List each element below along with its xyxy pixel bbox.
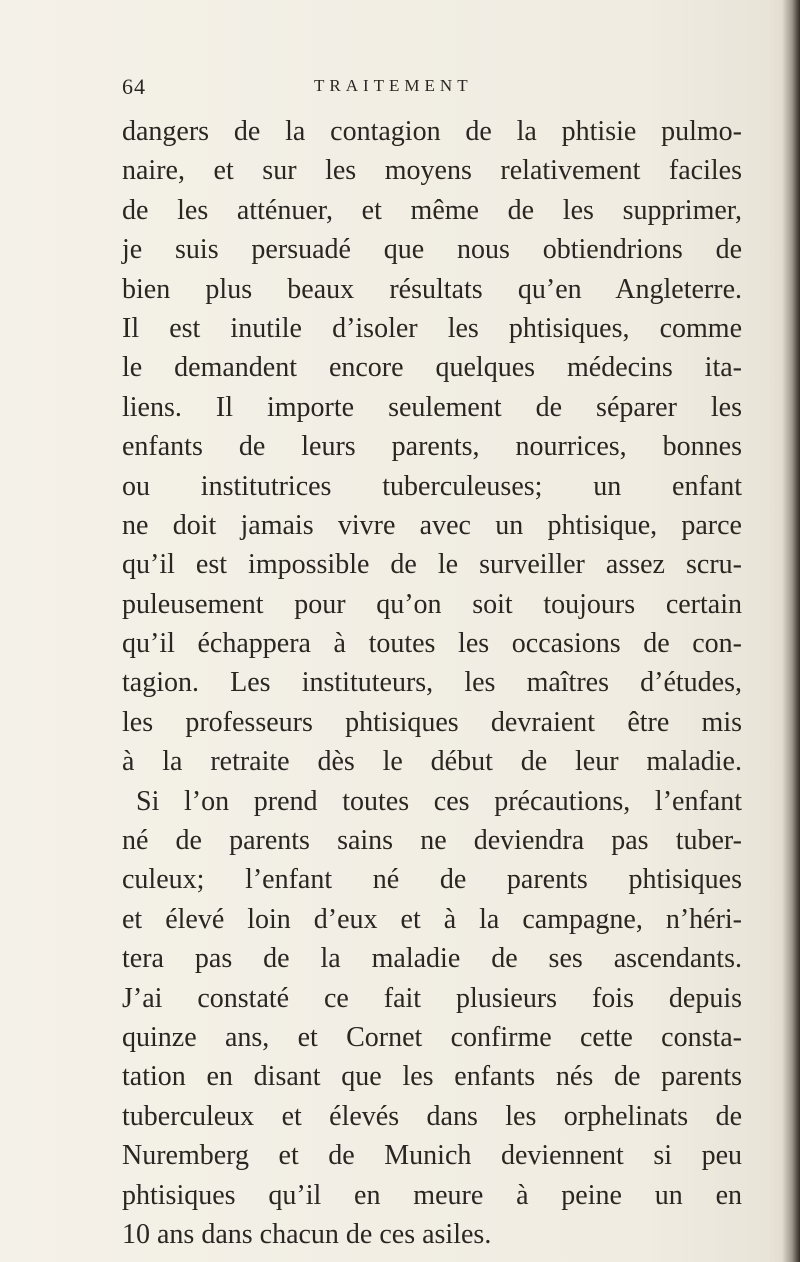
text-line: et élevé loin d’eux et à la campagne, n’héri- (122, 903, 742, 935)
text-line: les professeurs phtisiques devraient être mis (122, 706, 742, 738)
text-line: phtisiques qu’il en meure à peine un en (122, 1179, 742, 1211)
page-number: 64 (122, 74, 146, 99)
text-line: dangers de la contagion de la phtisie pulmo- (122, 116, 742, 147)
text-line: puleusement pour qu’on soit toujours certain (122, 588, 742, 620)
running-head: TRAITEMENT (314, 76, 473, 95)
text-line: quinze ans, et Cornet confirme cette consta- (122, 1021, 742, 1053)
text-line: bien plus beaux résultats qu’en Angleterre. (122, 273, 742, 305)
text-line: je suis persuadé que nous obtiendrions de (122, 234, 742, 266)
text-line: ou institutrices tuberculeuses; un enfant (122, 470, 742, 502)
text-line: enfants de leurs parents, nourrices, bonnes (122, 431, 742, 463)
text-line: à la retraite dès le début de leur maladie. (122, 746, 742, 778)
text-line: J’ai constaté ce fait plusieurs fois depuis (122, 982, 742, 1014)
page-header (122, 72, 742, 104)
text-line: le demandent encore quelques médecins ita- (122, 352, 742, 384)
text-line: Si l’on prend toutes ces précautions, l’enfant (136, 785, 742, 817)
text-line: 10 ans dans chacun de ces asiles. (122, 1218, 492, 1250)
page-edge-shadow (782, 0, 800, 1262)
text-line: tagion. Les instituteurs, les maîtres d’études, (122, 667, 742, 699)
text-line: né de parents sains ne deviendra pas tuber- (122, 825, 742, 857)
text-line: naire, et sur les moyens relativement faciles (122, 155, 742, 187)
body-paragraph (122, 112, 742, 1254)
text-line: qu’il échappera à toutes les occasions de con- (122, 628, 742, 660)
text-line: de les atténuer, et même de les supprimer, (122, 194, 742, 226)
text-line: tuberculeux et élevés dans les orphelinats de (122, 1100, 742, 1132)
text-line: ne doit jamais vivre avec un phtisique, parce (122, 509, 742, 541)
text-line: tera pas de la maladie de ses ascendants. (122, 943, 742, 975)
text-line: culeux; l’enfant né de parents phtisiques (122, 864, 742, 896)
text-line: liens. Il importe seulement de séparer les (122, 391, 742, 423)
text-line: Il est inutile d’isoler les phtisiques, comme (122, 312, 742, 344)
text-line: qu’il est impossible de le surveiller assez scru- (122, 549, 742, 581)
text-line: Nuremberg et de Munich deviennent si peu (122, 1140, 742, 1172)
text-line: tation en disant que les enfants nés de parents (122, 1061, 742, 1093)
